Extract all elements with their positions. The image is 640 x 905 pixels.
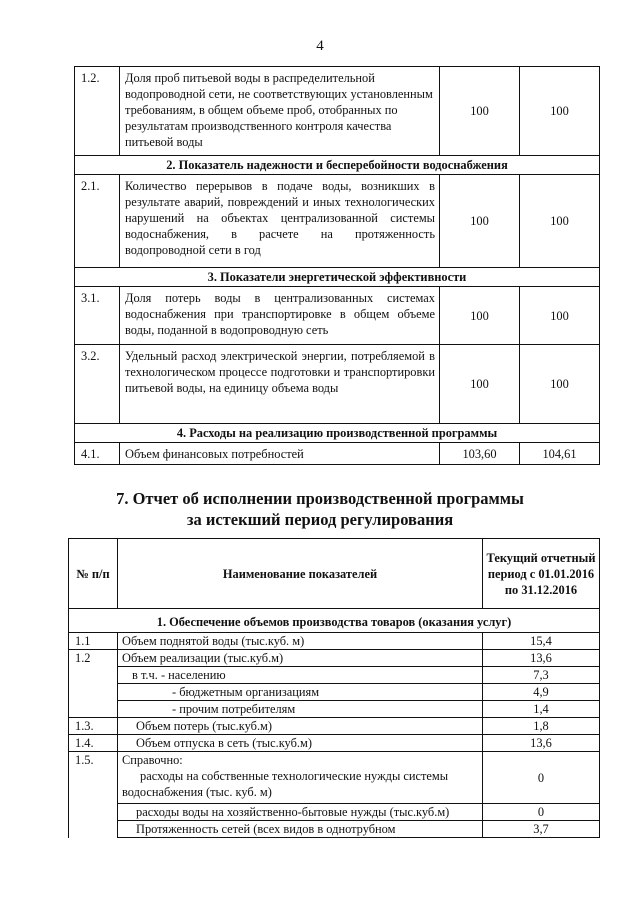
table-row (69, 821, 600, 838)
section-title: 3. Показатели энергетической эффективности (75, 268, 600, 287)
indicator-value: 1,8 (483, 718, 600, 735)
row-number: 1.5. (69, 752, 118, 804)
indicator-name: Количество перерывов в подаче воды, возникших в результате аварий, повреждений и иных технологических нарушений на объектах централизованной системы водоснабжения, в расчете на протяженность водопроводной сети в год (120, 175, 440, 268)
indicator-name: Объем потерь (тыс.куб.м) (118, 718, 483, 735)
row-number: 1.2 (69, 650, 118, 667)
column-header-number: № п/п (69, 539, 118, 609)
indicator-name: Объем отпуска в сеть (тыс.куб.м) (118, 735, 483, 752)
table-row (69, 718, 600, 735)
row-number: 1.3. (69, 718, 118, 735)
column-header-name: Наименование показателей (118, 539, 483, 609)
section-heading (0, 488, 640, 530)
indicator-name: Объем поднятой воды (тыс.куб. м) (118, 633, 483, 650)
program-report-table (68, 538, 600, 838)
indicator-value: 104,61 (520, 443, 600, 465)
indicator-value: 103,60 (440, 443, 520, 465)
row-number: 3.1. (75, 287, 120, 345)
row-number: 3.2. (75, 345, 120, 424)
section-header (75, 424, 600, 443)
table-row (75, 345, 600, 424)
indicator-value: 15,4 (483, 633, 600, 650)
row-number: 2.1. (75, 175, 120, 268)
indicator-name: Объем финансовых потребностей (120, 443, 440, 465)
table-row (69, 735, 600, 752)
indicator-value: 100 (520, 287, 600, 345)
indicator-name: расходы воды на хозяйственно-бытовые нужды (тыс.куб.м) (118, 804, 483, 821)
indicator-value: 7,3 (483, 667, 600, 684)
indicator-name: в т.ч. - населению (118, 667, 483, 684)
table-row (75, 175, 600, 268)
indicator-value: 100 (440, 345, 520, 424)
indicator-value: 100 (440, 175, 520, 268)
indicator-name-line: расходы на собственные технологические нужды системы (140, 769, 449, 783)
section-title: 4. Расходы на реализацию производственной программы (75, 424, 600, 443)
indicator-value: 100 (520, 345, 600, 424)
indicator-name: - прочим потребителям (118, 701, 483, 718)
row-number: 1.1 (69, 633, 118, 650)
section-header (75, 268, 600, 287)
row-number: 4.1. (75, 443, 120, 465)
indicator-value: 0 (483, 752, 600, 804)
table-header-row (69, 539, 600, 609)
column-header-period: Текущий отчетный период с 01.01.2016 по 31.12.2016 (483, 539, 600, 609)
indicator-value: 0 (483, 804, 600, 821)
page-number: 4 (316, 38, 324, 54)
row-number: 1.2. (75, 67, 120, 156)
indicator-name: Объем реализации (тыс.куб.м) (118, 650, 483, 667)
indicator-name: Доля потерь воды в централизованных системах водоснабжения при транспортировке в общем объеме воды, поданной в водопроводную сеть (120, 287, 440, 345)
indicator-name-line: водоснабжения (тыс. куб. м) (122, 785, 272, 799)
indicator-value: 4,9 (483, 684, 600, 701)
indicator-value: 3,7 (483, 821, 600, 838)
section-heading-line: 7. Отчет об исполнении производственной программы (116, 489, 524, 508)
indicator-name: Удельный расход электрической энергии, потребляемой в технологическом процессе подготовки и транспортировки питьевой воды, на единицу объема воды (120, 345, 440, 424)
row-number: 1.4. (69, 735, 118, 752)
indicator-value: 100 (520, 67, 600, 156)
section-heading-line: за истекший период регулирования (186, 510, 454, 529)
table-row (69, 650, 600, 667)
indicator-name: Доля проб питьевой воды в распределительной водопроводной сети, не соответствующих установленным требованиям, в общем объеме проб, отобранных по результатам производственного контроля качества питьевой воды (120, 67, 440, 156)
table-row (69, 633, 600, 650)
indicator-name: - бюджетным организациям (118, 684, 483, 701)
indicator-value: 100 (440, 287, 520, 345)
indicator-name: Протяженность сетей (всех видов в однотрубном (118, 821, 483, 838)
section-header (75, 156, 600, 175)
section-title: 1. Обеспечение объемов производства товаров (оказания услуг) (69, 609, 600, 633)
indicator-value: 1,4 (483, 701, 600, 718)
table-row (75, 67, 600, 156)
section-header (69, 609, 600, 633)
indicator-value: 100 (520, 175, 600, 268)
section-title: 2. Показатель надежности и бесперебойности водоснабжения (75, 156, 600, 175)
table-row (75, 287, 600, 345)
table-row (69, 804, 600, 821)
indicator-name-line: Справочно: (122, 753, 183, 767)
table-row (69, 752, 600, 804)
indicator-value: 13,6 (483, 650, 600, 667)
table-row (69, 701, 600, 718)
table-row (69, 684, 600, 701)
indicator-value: 13,6 (483, 735, 600, 752)
table-row (69, 667, 600, 684)
table-row (75, 443, 600, 465)
indicator-value: 100 (440, 67, 520, 156)
indicators-table (74, 66, 600, 465)
indicator-name (118, 752, 483, 804)
